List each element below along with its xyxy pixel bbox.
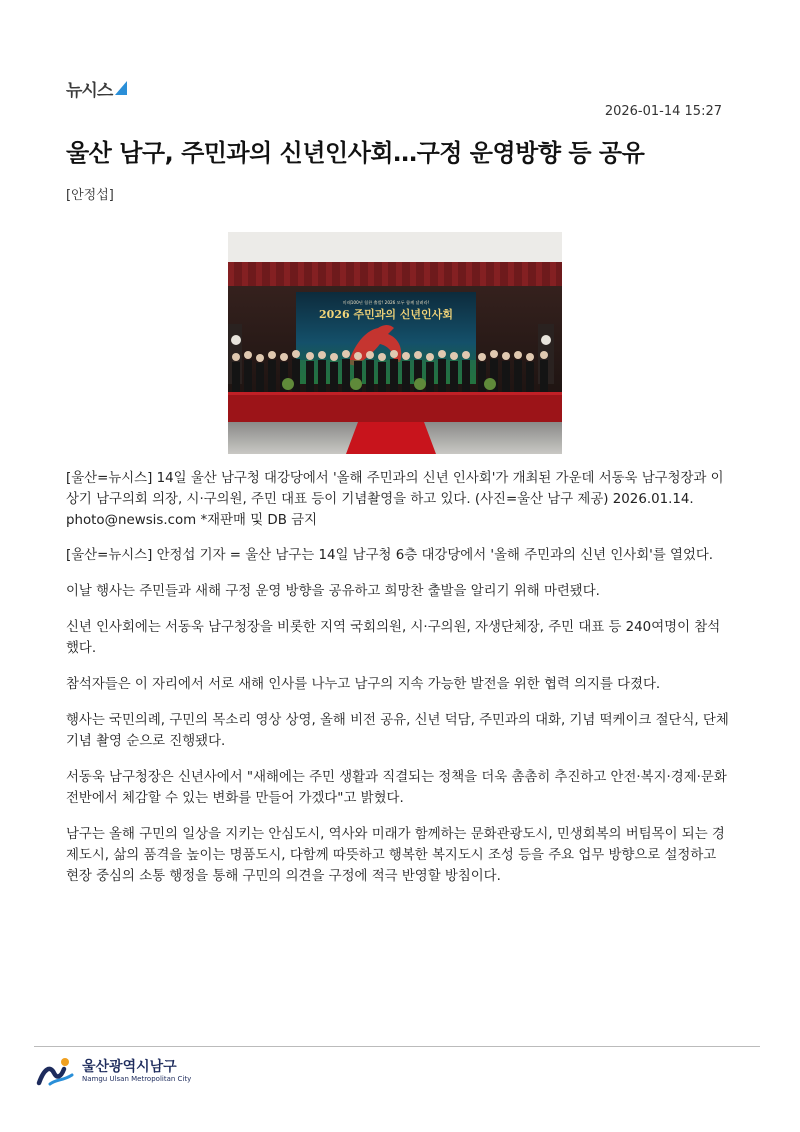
article-body bbox=[66, 468, 730, 902]
article-title: 울산 남구, 주민과의 신년인사회…구정 운영방향 등 공유 bbox=[66, 139, 645, 167]
article-paragraph: [울산=뉴시스] 안정섭 기자 = 울산 남구는 14일 남구청 6층 대강당에서 '올해 주민과의 신년 인사회'를 열었다. bbox=[66, 548, 714, 563]
nam-gu-logo bbox=[36, 1057, 191, 1087]
article-paragraph: 이날 행사는 주민들과 새해 구정 운영 방향을 공유하고 희망찬 출발을 알리기 위해 마련됐다. bbox=[66, 584, 600, 599]
article-paragraph: 서동욱 남구청장은 신년사에서 "새해에는 주민 생활과 직결되는 정책을 더욱 촘촘히 추진하고 안전·복지·경제·문화 전반에서 체감할 수 있는 변화를 만들어 가겠다"고 밝혔다. bbox=[66, 770, 727, 806]
svg-text:2026 주민과의 신년인사회: 2026 주민과의 신년인사회 bbox=[319, 308, 453, 321]
newsis-logo-text: 뉴시스 bbox=[66, 81, 113, 101]
photo-caption: [울산=뉴시스] 14일 울산 남구청 대강당에서 '올해 주민과의 신년 인사회'가 개최된 가운데 서동욱 남구청장과 이상기 남구의회 의장, 시·구의원, 주민 대표 등이 기념촬영을 하고 있다. (사진=울산 남구 제공) 2026.01.14. photo@newsis.com *재판매 및 DB 금지 bbox=[66, 471, 724, 528]
nam-gu-emblem-icon bbox=[36, 1057, 76, 1087]
newsis-logo bbox=[66, 76, 127, 101]
article-byline: [안정섭] bbox=[66, 188, 114, 203]
article-paragraph: 행사는 국민의례, 구민의 목소리 영상 상영, 올해 비전 공유, 신년 덕담, 주민과의 대화, 기념 떡케이크 절단식, 단체기념 촬영 순으로 진행됐다. bbox=[66, 713, 729, 749]
publish-datetime: 2026-01-14 15:27 bbox=[604, 104, 722, 119]
article-paragraph: 신년 인사회에는 서동욱 남구청장을 비롯한 지역 국회의원, 시·구의원, 자생단체장, 주민 대표 등 240여명이 참석했다. bbox=[66, 620, 721, 656]
article-paragraph: 참석자들은 이 자리에서 서로 새해 인사를 나누고 남구의 지속 가능한 발전을 위한 협력 의지를 다졌다. bbox=[66, 677, 661, 692]
article-photo bbox=[228, 232, 562, 454]
footer-divider bbox=[34, 1046, 760, 1047]
newsis-logo-mark-icon bbox=[115, 81, 127, 95]
svg-text:미래100년 힘찬 출발! 2026 모두 함께 달려라!: 미래100년 힘찬 출발! 2026 모두 함께 달려라! bbox=[342, 300, 430, 305]
org-name: 울산광역시남구 bbox=[82, 1059, 177, 1075]
org-name-en: Namgu Ulsan Metropolitan City bbox=[82, 1075, 192, 1083]
article-paragraph: 남구는 올해 구민의 일상을 지키는 안심도시, 역사와 미래가 함께하는 문화관광도시, 민생회복의 버팀목이 되는 경제도시, 삶의 품격을 높이는 명품도시, 다함께 따뜻하고 행복한 복지도시 조성 등을 주요 업무 방향으로 설정하고 현장 중심의 소통 행정을 통해 구민의 의견을 구정에 적극 반영할 방침이다. bbox=[66, 827, 725, 884]
